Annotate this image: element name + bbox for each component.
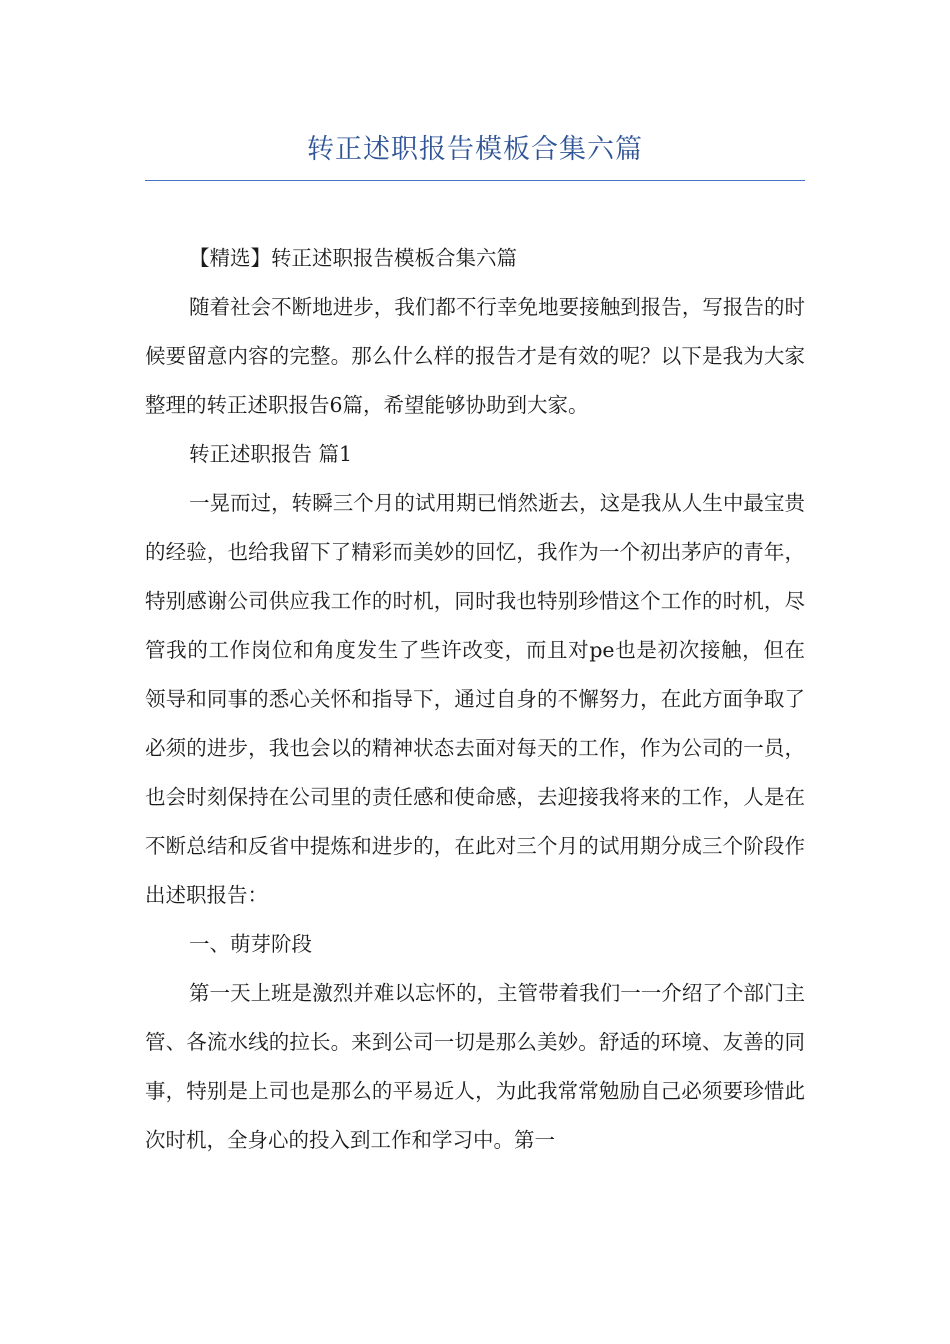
body-paragraph: 一晃而过，转瞬三个月的试用期已悄然逝去，这是我从人生中最宝贵的经验，也给我留下了精彩而美妙的回忆，我作为一个初出茅庐的青年，特别感谢公司供应我工作的时机，同时我也特别珍惜这个工作的时机，尽管我的工作岗位和角度发生了些许改变，而且对pe也是初次接触，但在领导和同事的悉心关怀和指导下，通过自身的不懈努力，在此方面争取了必须的进步，我也会以的精神状态去面对每天的工作，作为公司的一员，也会时刻保持在公司里的责任感和使命感，去迎接我将来的工作，人是在不断总结和反省中提炼和进步的，在此对三个月的试用期分成三个阶段作出述职报告： [145,491,805,907]
body-paragraph: 第一天上班是激烈并难以忘怀的，主管带着我们一一介绍了个部门主管、各流水线的拉长。来到公司一切是那么美妙。舒适的环境、友善的同事，特别是上司也是那么的平易近人，为此我常常勉励自己必须要珍惜此次时机，全身心的投入到工作和学习中。第一 [145,981,805,1152]
intro-heading: 【精选】转正述职报告模板合集六篇 [189,246,517,270]
subsection-heading-stage-1: 一、萌芽阶段 [189,932,312,956]
section-heading-part-1: 转正述职报告 篇1 [189,442,353,466]
document-body [145,234,805,1165]
intro-paragraph: 随着社会不断地进步，我们都不行幸免地要接触到报告，写报告的时候要留意内容的完整。那么什么样的报告才是有效的呢？以下是我为大家整理的转正述职报告6篇，希望能够协助到大家。 [145,295,805,417]
title-underline [145,180,805,181]
document-title: 转正述职报告模板合集六篇 [307,134,643,165]
